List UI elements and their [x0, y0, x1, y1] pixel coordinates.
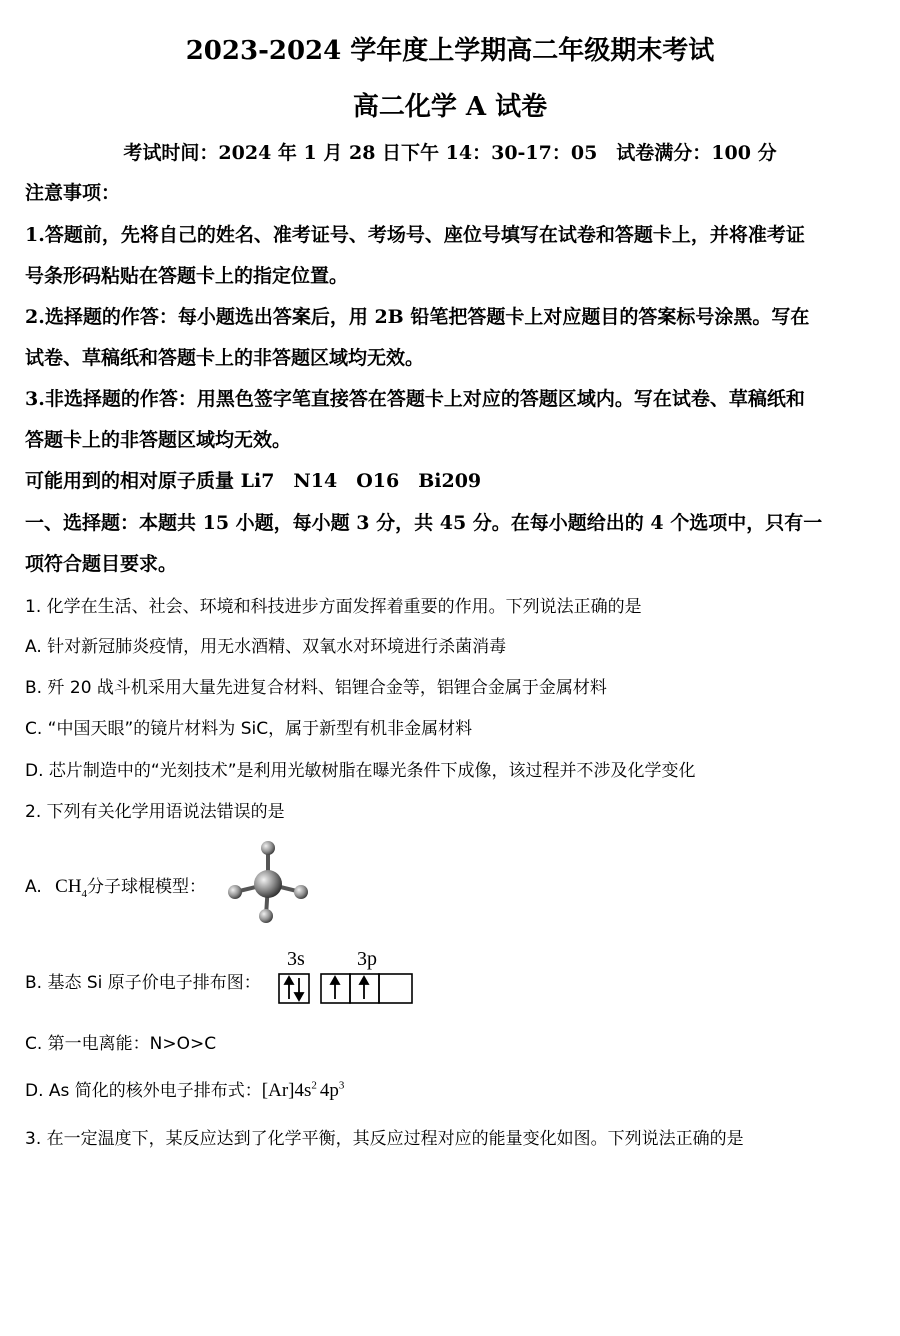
- note-1-line1: 1.答题前，先将自己的姓名、准考证号、考场号、座位号填写在试卷和答题卡上，并将准考证: [25, 224, 805, 246]
- orbital-box-3p-3: [379, 974, 412, 1003]
- ch4-formula-main: CH: [55, 876, 82, 897]
- as-config-4p-sup: 3: [338, 1079, 345, 1092]
- orbital-label-3p: 3p: [357, 948, 377, 970]
- exam-subtitle: 高二化学 A 试卷: [352, 92, 548, 122]
- hydrogen-atom-left: [228, 885, 242, 899]
- note-1-line2: 号条形码粘贴在答题卡上的指定位置。: [25, 265, 349, 287]
- exam-title: 2023-2024 学年度上学期高二年级期末考试: [185, 36, 715, 66]
- notes-heading: 注意事项：: [25, 182, 121, 204]
- exam-info: 考试时间：2024 年 1 月 28 日下午 14：30-17：05 试卷满分：100 分: [123, 142, 777, 164]
- q2-option-d: [25, 1076, 344, 1102]
- ch4-formula-sub: 4: [81, 887, 88, 900]
- q1-option-a: A. 针对新冠肺炎疫情，用无水酒精、双氧水对环境进行杀菌消毒: [25, 637, 507, 657]
- section1-line2: 项符合题目要求。: [25, 553, 178, 575]
- atomic-masses: 可能用到的相对原子质量 Li7 N14 O16 Bi209: [25, 470, 482, 492]
- section1-line1: 一、选择题：本题共 15 小题，每小题 3 分，共 45 分。在每小题给出的 4 个选项中，只有一: [25, 512, 823, 534]
- q2-option-a-label: A.: [25, 877, 42, 897]
- ch4-formula: [55, 876, 88, 900]
- hydrogen-atom-top: [261, 841, 275, 855]
- note-2-line2: 试卷、草稿纸和答题卡上的非答题区域均无效。: [25, 347, 425, 369]
- si-orbital-diagram: [277, 972, 417, 1006]
- q1-option-d: D. 芯片制造中的“光刻技术”是利用光敏树脂在曝光条件下成像，该过程并不涉及化学变化: [25, 761, 696, 781]
- note-2-line1: 2.选择题的作答：每小题选出答案后，用 2B 铅笔把答题卡上对应题目的答案标号涂黑。写在: [25, 306, 810, 328]
- note-3-line2: 答题卡上的非答题区域均无效。: [25, 429, 292, 451]
- q2-option-a-text: 分子球棍模型：: [87, 877, 207, 897]
- as-configuration: [262, 1080, 345, 1101]
- q2-option-c: C. 第一电离能：N>O>C: [25, 1034, 217, 1054]
- as-config-4p: 4p: [319, 1080, 339, 1101]
- as-config-4s: 4s: [294, 1080, 312, 1101]
- q3-stem: 3. 在一定温度下，某反应达到了化学平衡，其反应过程对应的能量变化如图。下列说法正确的是: [25, 1129, 744, 1149]
- as-config-4s-sup: 2: [311, 1079, 317, 1092]
- hydrogen-atom-bottom: [259, 909, 273, 923]
- q1-stem: 1. 化学在生活、社会、环境和科技进步方面发挥着重要的作用。下列说法正确的是: [25, 597, 642, 617]
- q1-option-b: B. 歼 20 战斗机采用大量先进复合材料、铝锂合金等，铝锂合金属于金属材料: [25, 678, 607, 698]
- note-3-line1: 3.非选择题的作答：用黑色签字笔直接答在答题卡上对应的答题区域内。写在试卷、草稿纸和: [25, 388, 805, 410]
- as-config-core: [Ar]: [261, 1080, 295, 1101]
- carbon-atom: [254, 870, 282, 898]
- q2-stem: 2. 下列有关化学用语说法错误的是: [25, 802, 285, 822]
- q2-option-d-text: D. As 简化的核外电子排布式：: [25, 1081, 262, 1101]
- ch4-ball-stick-model: [222, 838, 314, 928]
- q1-option-c: C. “中国天眼”的镜片材料为 SiC，属于新型有机非金属材料: [25, 719, 473, 739]
- q2-option-a: [25, 872, 206, 900]
- orbital-box-3s: [279, 974, 309, 1003]
- q2-option-b-text: B. 基态 Si 原子价电子排布图：: [25, 973, 261, 993]
- orbital-label-3s: 3s: [287, 948, 305, 970]
- hydrogen-atom-right: [294, 885, 308, 899]
